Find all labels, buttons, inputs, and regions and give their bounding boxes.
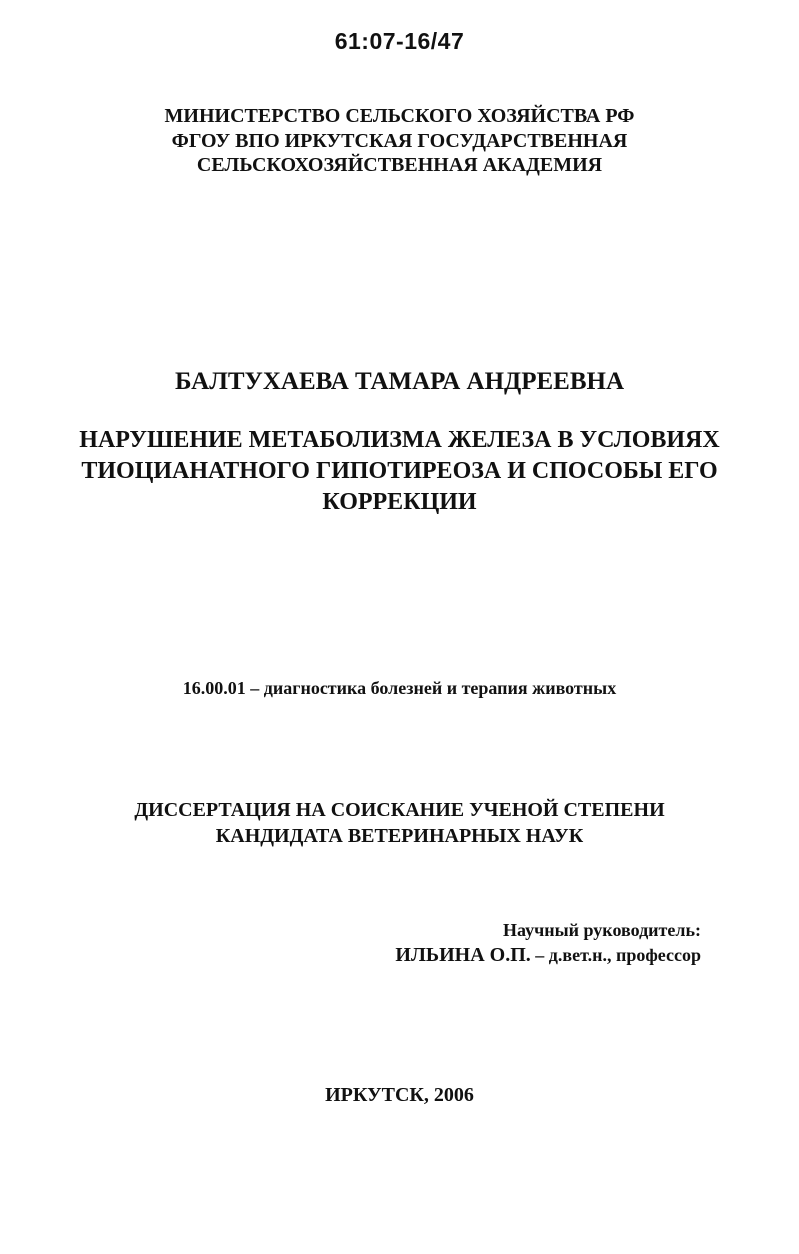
- specialty-code: 16.00.01 – диагностика болезней и терапия животных: [182, 678, 617, 698]
- advisor-credentials: – д.вет.н., профессор: [530, 945, 701, 965]
- institution-line: МИНИСТЕРСТВО СЕЛЬСКОГО ХОЗЯЙСТВА РФ: [164, 105, 635, 127]
- title-line: КОРРЕКЦИИ: [322, 489, 477, 515]
- degree-line: ДИССЕРТАЦИЯ НА СОИСКАНИЕ УЧЕНОЙ СТЕПЕНИ: [134, 799, 665, 821]
- degree-statement: [0, 797, 799, 849]
- institution-header: [0, 104, 799, 178]
- degree-line: КАНДИДАТА ВЕТЕРИНАРНЫХ НАУК: [215, 825, 584, 847]
- institution-line: СЕЛЬСКОХОЗЯЙСТВЕННАЯ АКАДЕМИЯ: [196, 154, 603, 176]
- title-line: ТИОЦИАНАТНОГО ГИПОТИРЕОЗА И СПОСОБЫ ЕГО: [81, 458, 718, 484]
- institution-line: ФГОУ ВПО ИРКУТСКАЯ ГОСУДАРСТВЕННАЯ: [171, 129, 628, 152]
- author-name: БАЛТУХАЕВА ТАМАРА АНДРЕЕВНА: [174, 368, 625, 395]
- advisor-name: ИЛЬИНА О.П.: [395, 944, 531, 966]
- city-year: ИРКУТСК, 2006: [325, 1084, 474, 1106]
- dissertation-title: [0, 425, 799, 518]
- advisor-label: Научный руководитель:: [503, 920, 701, 940]
- scientific-advisor: [395, 918, 701, 968]
- archive-code: 61:07-16/47: [334, 28, 465, 54]
- title-line: НАРУШЕНИЕ МЕТАБОЛИЗМА ЖЕЛЕЗА В УСЛОВИЯХ: [79, 427, 720, 453]
- advisor-line: [395, 943, 701, 968]
